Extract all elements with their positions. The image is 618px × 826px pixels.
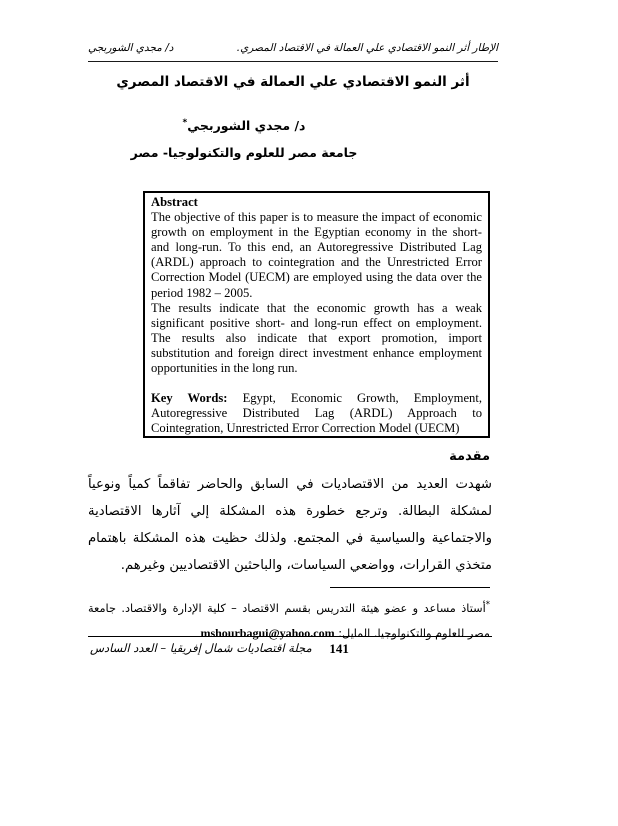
footnote-email-label: المايل: <box>338 626 371 640</box>
footnote <box>88 593 490 646</box>
footnote-email: mshourbagui@yahoo.com <box>200 625 335 640</box>
section-heading-introduction: مقدمة <box>449 449 490 464</box>
page-footer <box>90 641 349 657</box>
footnote-text: أستاذ مساعد و عضو هيئة التدريس بقسم الاقتصاد – كلية الإدارة والاقتصاد. جامعة مصر للعلوم والتكنولوجيا. <box>88 601 490 640</box>
abstract-heading: Abstract <box>151 195 198 209</box>
abstract-box <box>143 191 490 438</box>
author-footnote-marker: * <box>182 118 188 128</box>
abstract-paragraph-2: The results indicate that the economic growth has a weak significant positive short- and long-run effect on employment. The results also indicate that export promotion, import substitution and foreign direct investment enhance employment opportunities in the long run. <box>151 300 482 376</box>
running-header-title: الإطار أثر النمو الاقتصادي علي العمالة في الاقتصاد المصري. <box>236 42 498 54</box>
author-block <box>88 110 400 166</box>
paper-title: أثر النمو الاقتصادي علي العمالة في الاقتصاد المصري <box>116 74 470 90</box>
footer-rule <box>88 636 492 637</box>
footnote-separator-rule <box>330 587 490 588</box>
running-header-author: د/ مجدي الشوربجي <box>88 42 174 54</box>
running-header <box>88 42 498 62</box>
page-number: 141 <box>329 641 349 656</box>
journal-name: مجلة اقتصاديات شمال إفريقيا – العدد السادس <box>90 641 312 655</box>
author-name: د/ مجدي الشوربجي* <box>182 118 306 134</box>
keywords-paragraph <box>151 391 482 436</box>
abstract-paragraph-1: The objective of this paper is to measure the impact of economic growth on employment in the Egyptian economy in the short- and long-run. To this end, an Autoregressive Distributed Lag (ARDL) approach to cointegration and the Unrestricted Error Correction Model (UECM) are employed using the data over the period 1982 – 2005. <box>151 210 482 300</box>
footnote-marker: * <box>485 600 490 610</box>
keywords-label: Key Words: <box>151 391 228 406</box>
introduction-paragraph: شهدت العديد من الاقتصاديات في السابق والحاضر تفاقماً كمياً ونوعياً لمشكلة البطالة. وترجع خطورة هذه المشكلة إلي آثارها الاقتصادية والاجتماعية والسياسية في المجتمع. ولذلك حظيت هذه المشكلة باهتمام متخذي القرارات، وواضعي السياسات، والباحثين الاقتصاديين وغيرهم. <box>88 477 492 573</box>
author-affiliation: جامعة مصر للعلوم والتكنولوجيا- مصر <box>130 145 358 161</box>
keywords-text: Egypt, Economic Growth, Employment, Autoregressive Distributed Lag (ARDL) Approach to Cointegration, Unrestricted Error Correction Model (UECM) <box>151 391 482 436</box>
